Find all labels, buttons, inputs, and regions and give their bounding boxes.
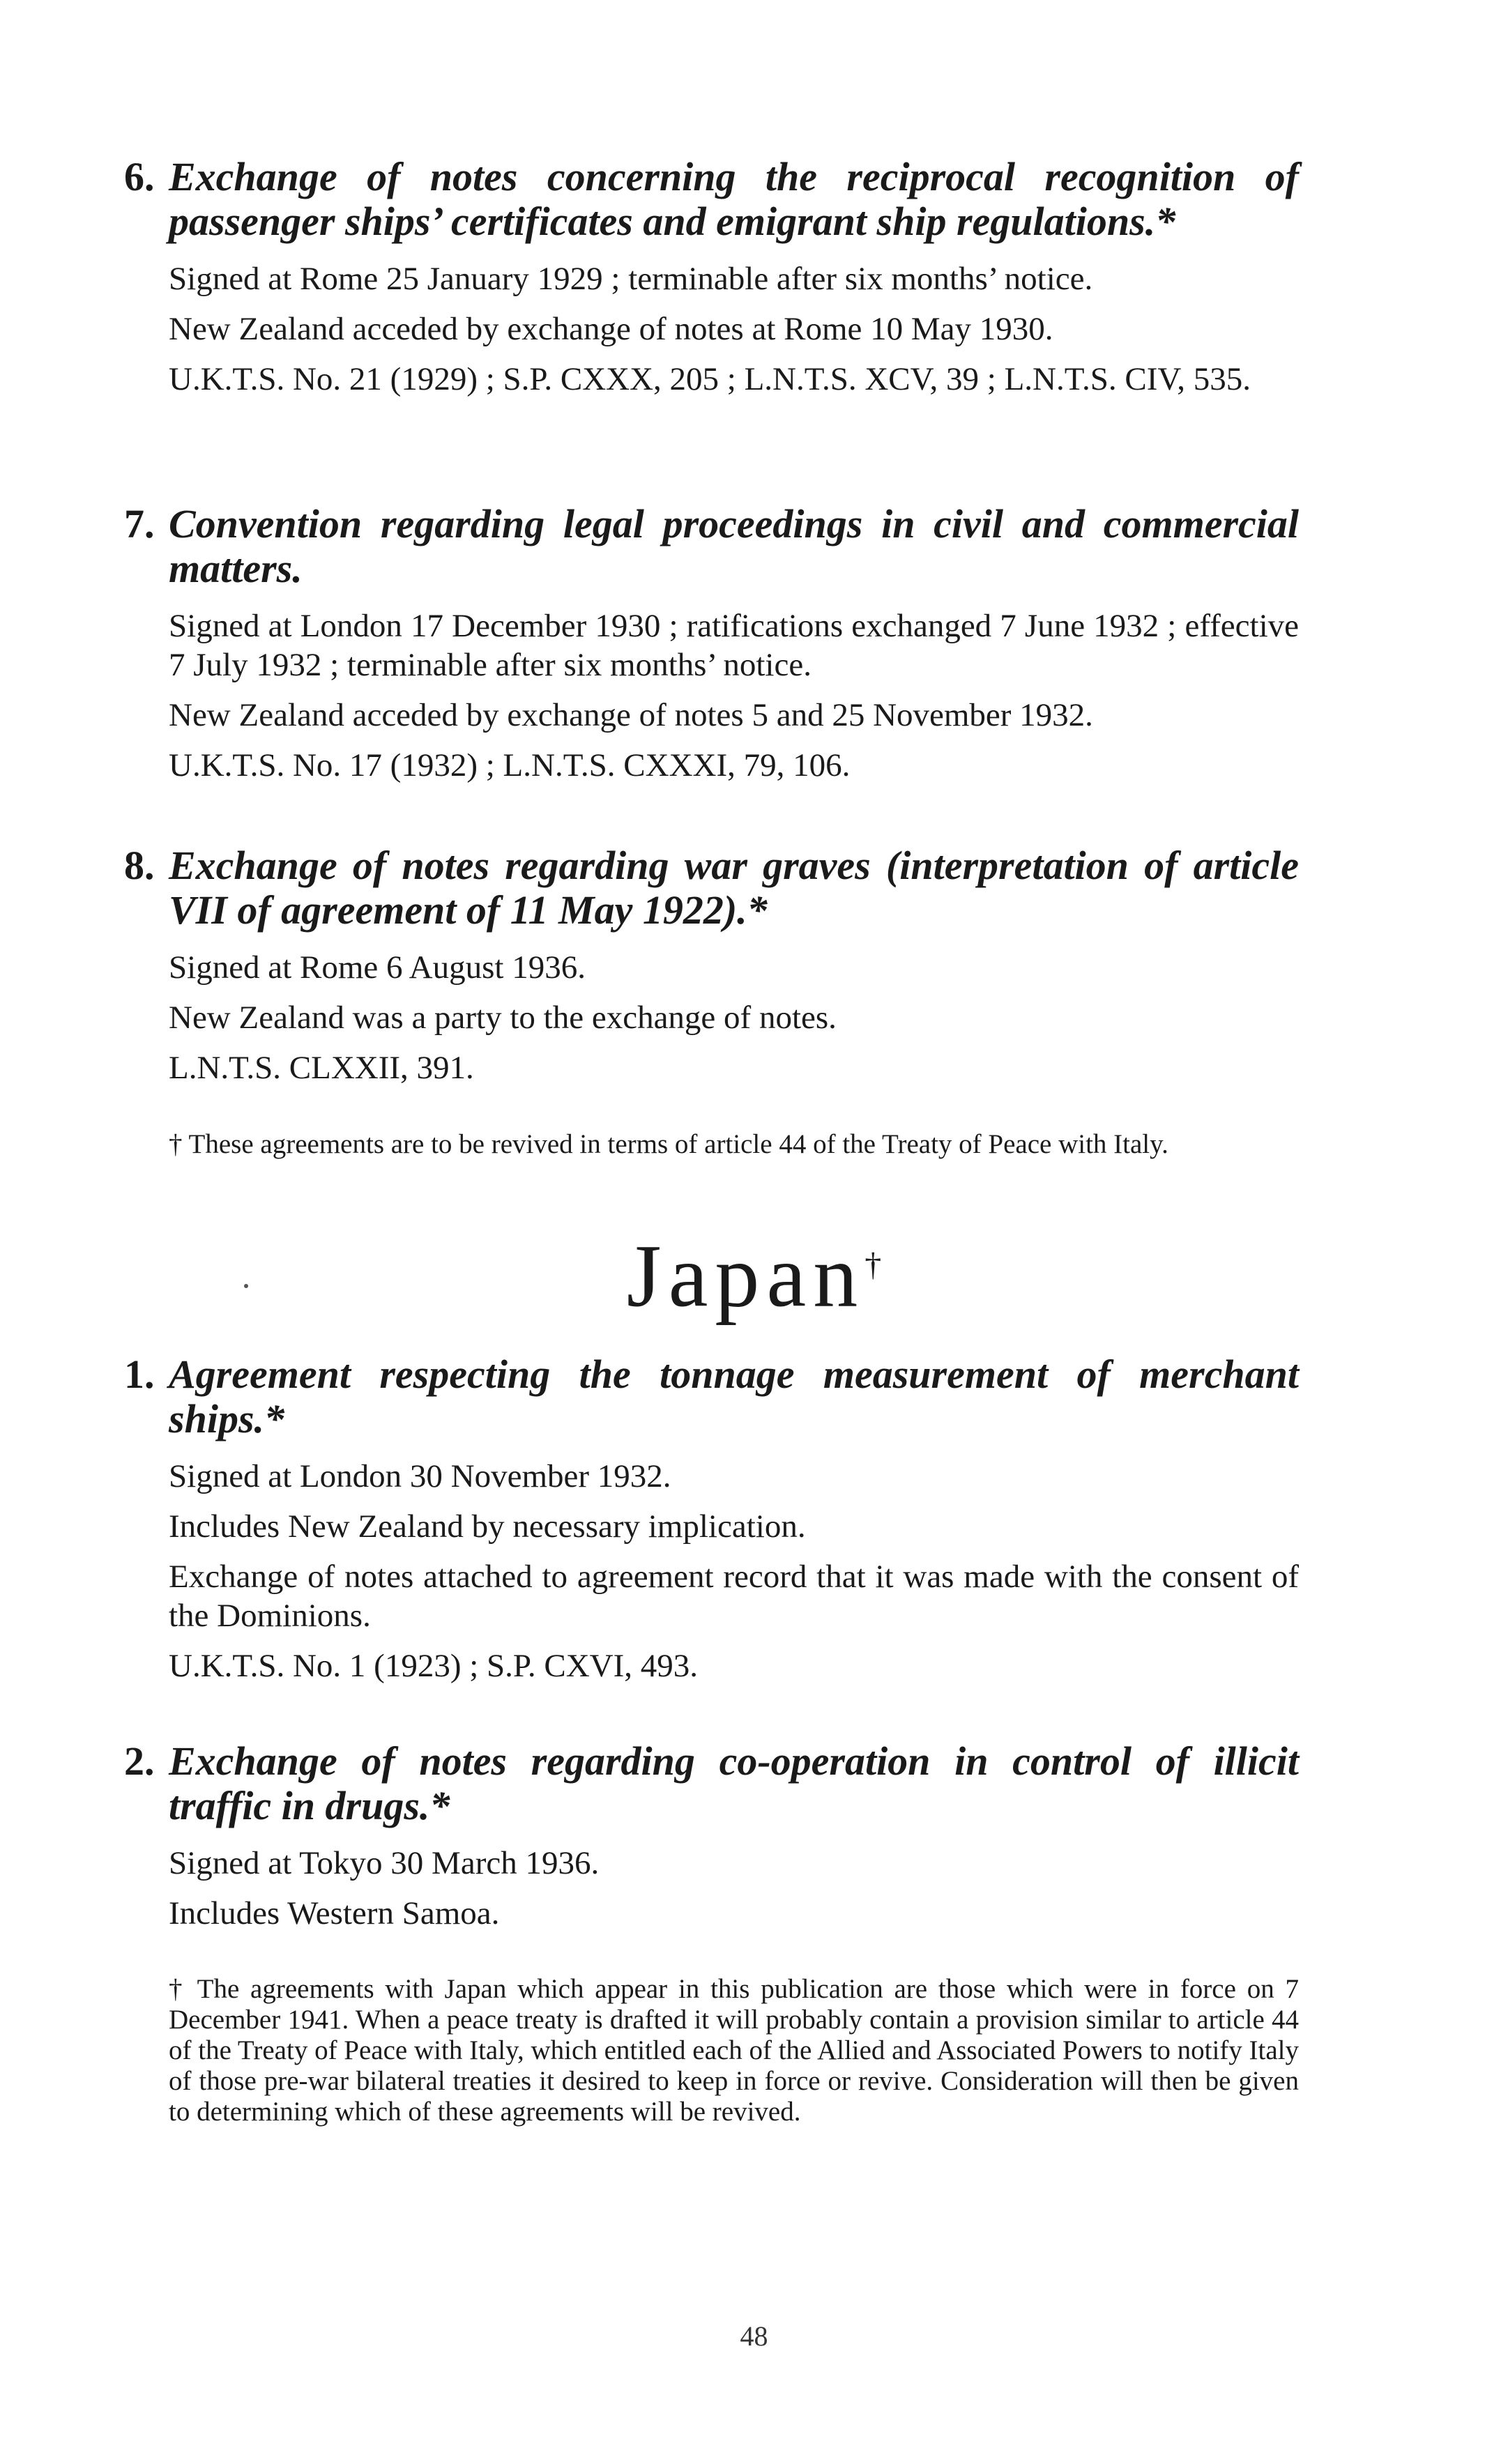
treaty-references: U.K.T.S. No. 17 (1932) ; L.N.T.S. CXXXI, 79, 106. <box>169 747 851 783</box>
treaty-references: L.N.T.S. CLXXII, 391. <box>169 1050 474 1086</box>
treaty-details <box>169 948 1299 1087</box>
treaty-details <box>169 606 1299 785</box>
accession-details: New Zealand acceded by exchange of notes at Rome 10 May 1930. <box>169 311 1053 347</box>
treaty-title <box>124 1739 1299 1828</box>
treaty-title <box>124 502 1299 591</box>
treaty-entry-italy-8 <box>124 843 1299 1087</box>
entry-title-text: Exchange of notes regarding war graves (interpretation of article VII of agreement of 11 May 1922).* <box>169 843 1299 933</box>
signing-details: Signed at London 30 November 1932. <box>169 1458 671 1494</box>
treaty-details <box>169 1844 1299 1933</box>
exchange-note-details: Exchange of notes attached to agreement record that it was made with the consent of the Dominions. <box>169 1559 1299 1634</box>
signing-details: Signed at Rome 25 January 1929 ; terminable after six months’ notice. <box>169 261 1093 297</box>
treaty-entry-japan-1 <box>124 1352 1299 1685</box>
treaty-references: U.K.T.S. No. 21 (1929) ; S.P. CXXX, 205 ; L.N.T.S. XCV, 39 ; L.N.T.S. CIV, 535. <box>169 361 1251 397</box>
entry-number: 6. <box>124 154 155 199</box>
signing-details: Signed at Tokyo 30 March 1936. <box>169 1845 600 1881</box>
page-number: 48 <box>740 2320 768 2352</box>
entry-number: 1. <box>124 1352 155 1397</box>
entry-number: 2. <box>124 1738 155 1784</box>
accession-details: New Zealand acceded by exchange of notes 5 and 25 November 1932. <box>169 697 1093 733</box>
italy-footnote: † These agreements are to be revived in terms of article 44 of the Treaty of Peace with Italy. <box>169 1129 1168 1159</box>
treaty-title <box>124 155 1299 244</box>
entry-title-text: Convention regarding legal proceedings in civil and commercial matters. <box>169 501 1299 591</box>
inclusion-details: Includes New Zealand by necessary implication. <box>169 1508 806 1545</box>
section-heading-japan <box>0 1216 1508 1325</box>
entry-title-text: Exchange of notes regarding co-operation in control of illicit traffic in drugs.* <box>169 1738 1299 1828</box>
treaty-details <box>169 259 1299 399</box>
treaty-title <box>124 1352 1299 1441</box>
signing-details: Signed at Rome 6 August 1936. <box>169 949 586 986</box>
treaty-references: U.K.T.S. No. 1 (1923) ; S.P. CXVI, 493. <box>169 1648 698 1684</box>
footnote-dagger: † <box>865 1246 882 1283</box>
signing-details: Signed at London 17 December 1930 ; ratifications exchanged 7 June 1932 ; effective 7 July 1932 ; terminable after six months’ notice. <box>169 608 1299 683</box>
treaty-details <box>169 1457 1299 1685</box>
treaty-entry-italy-6 <box>124 155 1299 399</box>
section-heading-text: Japan <box>626 1226 865 1326</box>
entry-number: 8. <box>124 843 155 888</box>
entry-title-text: Agreement respecting the tonnage measurement of merchant ships.* <box>169 1352 1299 1441</box>
treaty-title <box>124 843 1299 933</box>
treaty-entry-italy-7 <box>124 502 1299 785</box>
treaty-entry-japan-2 <box>124 1739 1299 1933</box>
entry-number: 7. <box>124 501 155 546</box>
japan-footnote: † The agreements with Japan which appear in this publication are those which were in force on 7 December 1941. When a peace treaty is drafted it will probably contain a provision similar to article 44 of the Treaty of Peace with Italy, which entitled each of the Allied and Associated Powers to notify Italy of those pre-war bilateral treaties it desired to keep in force or revive. Consideration will then be given to determining which of these agreements will be revived. <box>169 1974 1299 2127</box>
entry-title-text: Exchange of notes concerning the reciprocal recognition of passenger ships’ certificates and emigrant ship regulations.* <box>169 154 1299 244</box>
party-details: New Zealand was a party to the exchange of notes. <box>169 1000 837 1036</box>
inclusion-details: Includes Western Samoa. <box>169 1895 500 1931</box>
